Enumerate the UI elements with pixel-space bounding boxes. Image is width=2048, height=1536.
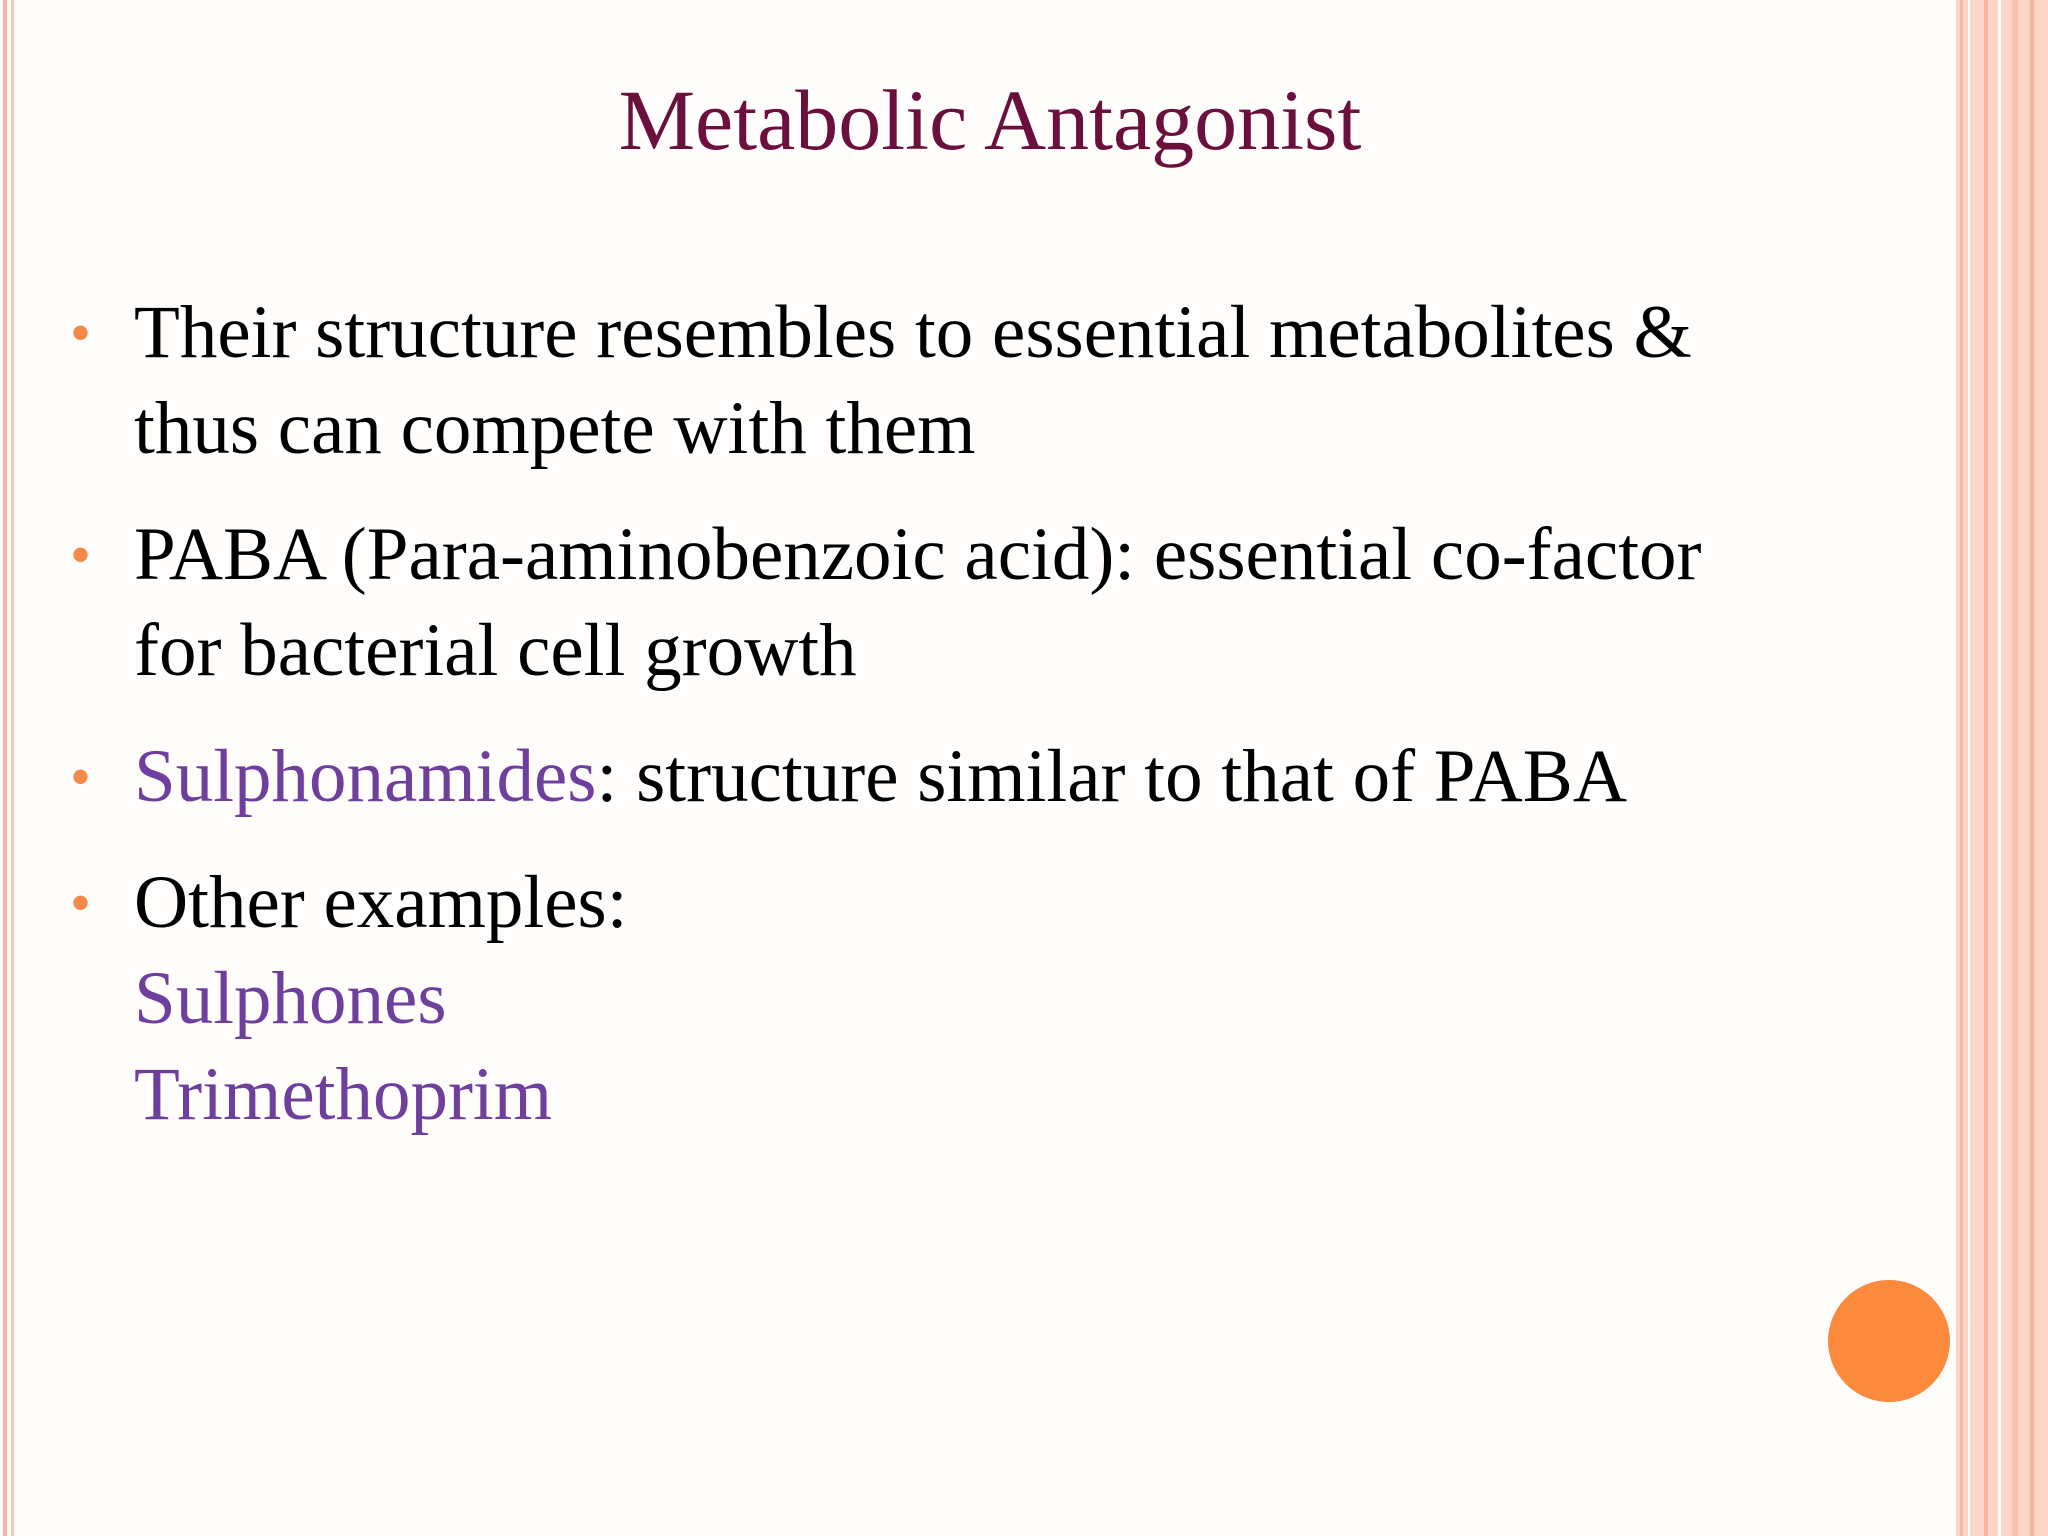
bullet-dot-icon: • bbox=[70, 522, 92, 588]
left-border-line bbox=[11, 0, 14, 1536]
bullet-text-line: Their structure resembles to essential metabolites & bbox=[134, 291, 1692, 374]
right-border-line bbox=[2012, 0, 2018, 1536]
bullet-dot-icon: • bbox=[70, 300, 92, 366]
bullet-dot-icon: • bbox=[70, 870, 92, 936]
left-border-line bbox=[3, 0, 7, 1536]
right-border-line bbox=[1960, 0, 1963, 1536]
bullet-list bbox=[70, 285, 1930, 1173]
bullet-text-line: Other examples: bbox=[134, 861, 628, 944]
highlight-term: Sulphonamides bbox=[134, 735, 597, 818]
bullet-item bbox=[70, 285, 1930, 477]
right-border-line bbox=[1968, 0, 1970, 1536]
bullet-text-line: thus can compete with them bbox=[134, 387, 976, 470]
example-item: Sulphones bbox=[134, 957, 447, 1040]
bullet-text-line: for bacterial cell growth bbox=[134, 609, 857, 692]
right-border-line bbox=[1998, 0, 2001, 1536]
bullet-text-line: PABA (Para-aminobenzoic acid): essential co-factor bbox=[134, 513, 1702, 596]
bullet-item bbox=[70, 729, 1930, 825]
bullet-text-line bbox=[134, 729, 1930, 825]
bullet-text: : structure similar to that of PABA bbox=[596, 735, 1627, 818]
bullet-item bbox=[70, 855, 1930, 1143]
bullet-item bbox=[70, 507, 1930, 699]
bullet-dot-icon: • bbox=[70, 744, 92, 810]
example-item: Trimethoprim bbox=[134, 1053, 553, 1136]
right-border-line bbox=[2030, 0, 2034, 1536]
slide-title: Metabolic Antagonist bbox=[618, 72, 1362, 168]
accent-circle bbox=[1828, 1280, 1950, 1402]
right-border-line bbox=[1984, 0, 1988, 1536]
